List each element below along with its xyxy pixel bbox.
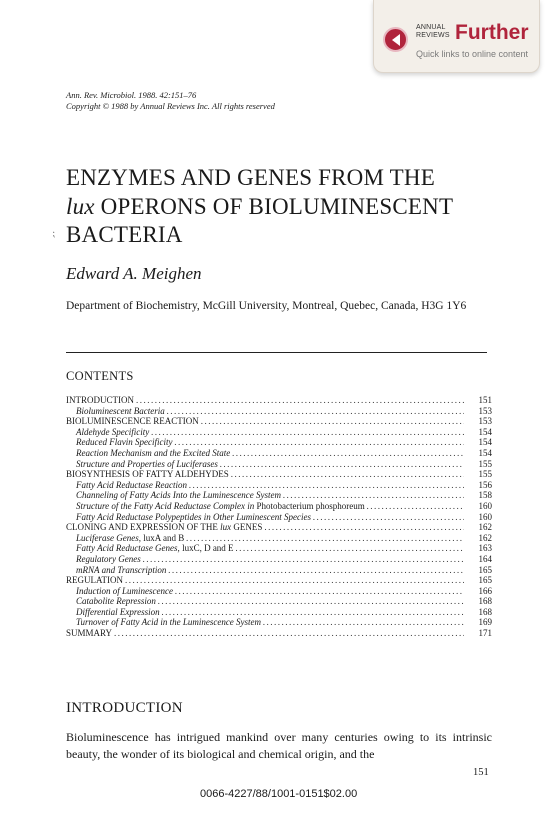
toc-label: Fatty Acid Reductase Polypeptides in Other Luminescent Species [76, 511, 312, 522]
toc-page-number: 163 [478, 543, 492, 554]
toc-subentry[interactable] [66, 586, 492, 597]
title-line-1: ENZYMES AND GENES FROM THE [66, 165, 435, 190]
toc-leader-dots [151, 427, 464, 438]
introduction-paragraph: Bioluminescence has intrigued mankind over many centuries owing to its intrinsic beauty, the wonder of its biological and chemical origin, and the [66, 730, 492, 761]
citation-line-2: Copyright © 1988 by Annual Reviews Inc. All rights reserved [66, 101, 275, 111]
toc-label: Induction of Luminescence [76, 585, 173, 596]
toc-label: Channeling of Fatty Acids Into the Luminescence System [76, 490, 282, 501]
citation-line-1: Ann. Rev. Microbiol. 1988. 42:151–76 [66, 90, 197, 100]
toc-entry[interactable] [66, 469, 492, 480]
title-line-2: OPERONS OF BIOLUMINESCENT [94, 193, 454, 219]
toc-label: Differential Expression [76, 606, 160, 617]
toc-page-number: 171 [478, 628, 492, 639]
toc-leader-dots [136, 395, 464, 406]
toc-leader-dots [263, 617, 464, 628]
introduction-heading: INTRODUCTION [66, 700, 183, 716]
toc-page-number: 166 [478, 585, 492, 596]
toc-leader-dots [220, 459, 464, 470]
toc-label: Luciferase Genes, luxA and B [76, 532, 185, 543]
toc-page-number: 165 [478, 564, 492, 575]
toc-page-number: 160 [478, 500, 492, 511]
toc-page-number: 154 [478, 426, 492, 437]
toc-page-number: 153 [478, 416, 492, 427]
further-tagline: Quick links to online content [416, 49, 529, 59]
brand-line-2: REVIEWS [416, 32, 450, 39]
toc-subentry[interactable] [66, 565, 492, 576]
brand-line-1: ANNUAL [416, 24, 446, 31]
toc-label: Regulatory Genes [76, 553, 141, 564]
toc-subentry[interactable] [66, 607, 492, 618]
toc-label: Fatty Acid Reductase Reaction [76, 479, 188, 490]
annual-reviews-logo-text [416, 24, 452, 40]
title-line-3: BACTERIA [66, 222, 183, 247]
toc-label: Structure and Properties of Luciferases [76, 458, 218, 469]
page-number: 151 [473, 767, 489, 778]
toc-page-number: 153 [478, 405, 492, 416]
toc-page-number: 158 [478, 490, 492, 501]
toc-leader-dots [367, 501, 464, 512]
toc-entry[interactable] [66, 575, 492, 586]
toc-label: Aldehyde Specificity [76, 426, 150, 437]
toc-leader-dots [114, 628, 464, 639]
toc-subentry[interactable] [66, 480, 492, 491]
toc-leader-dots [189, 480, 464, 491]
toc-subentry[interactable] [66, 543, 492, 554]
further-wordmark: Further [455, 21, 529, 44]
toc-page-number: 154 [478, 447, 492, 458]
toc-leader-dots [236, 543, 464, 554]
toc-leader-dots [174, 437, 464, 448]
toc-subentry[interactable] [66, 406, 492, 417]
toc-subentry[interactable] [66, 459, 492, 470]
toc-page-number: 165 [478, 575, 492, 586]
toc-leader-dots [125, 575, 464, 586]
toc-subentry[interactable] [66, 501, 492, 512]
toc-label: BIOSYNTHESIS OF FATTY ALDEHYDES [66, 469, 229, 480]
toc-leader-dots [143, 554, 464, 565]
toc-leader-dots [264, 522, 464, 533]
toc-page-number: 160 [478, 511, 492, 522]
toc-label: SUMMARY [66, 628, 113, 639]
table-of-contents [66, 395, 492, 639]
contents-heading: CONTENTS [66, 369, 134, 383]
toc-label: Turnover of Fatty Acid in the Luminescence System [76, 617, 262, 628]
toc-page-number: 155 [478, 458, 492, 469]
toc-label: Structure of the Fatty Acid Reductase Complex in Photobacterium phosphoreum [76, 500, 365, 511]
toc-subentry[interactable] [66, 533, 492, 544]
toc-subentry[interactable] [66, 554, 492, 565]
toc-leader-dots [283, 490, 464, 501]
toc-label: BIOLUMINESCENCE REACTION [66, 416, 199, 427]
toc-label: Fatty Acid Reductase Genes, luxC, D and E [76, 543, 234, 554]
toc-label: Reduced Flavin Specificity [76, 437, 173, 448]
margin-mark: ⁏ [52, 228, 56, 239]
toc-subentry[interactable] [66, 512, 492, 523]
toc-leader-dots [186, 533, 464, 544]
section-divider [66, 352, 487, 353]
toc-label: Reaction Mechanism and the Excited State [76, 447, 231, 458]
toc-page-number: 151 [478, 395, 492, 405]
toc-label: CLONING AND EXPRESSION OF THE lux GENES [66, 522, 263, 533]
toc-subentry[interactable] [66, 437, 492, 448]
toc-label: REGULATION [66, 575, 123, 586]
article-code: 0066-4227/88/1001-0151$02.00 [200, 788, 358, 800]
toc-label: mRNA and Transcription [76, 564, 167, 575]
toc-page-number: 162 [478, 532, 492, 543]
toc-entry[interactable] [66, 416, 492, 427]
journal-citation [66, 90, 275, 112]
toc-page-number: 162 [478, 522, 492, 533]
toc-subentry[interactable] [66, 427, 492, 438]
toc-leader-dots [313, 512, 464, 523]
annual-reviews-further-badge[interactable] [373, 0, 540, 73]
toc-entry[interactable] [66, 395, 492, 406]
toc-label: Bioluminescent Bacteria [76, 405, 165, 416]
title-lux-italic: lux [66, 193, 95, 219]
toc-leader-dots [232, 448, 464, 459]
toc-label: Catabolite Repression [76, 596, 156, 607]
toc-entry[interactable] [66, 522, 492, 533]
toc-leader-dots [231, 469, 464, 480]
toc-leader-dots [175, 586, 464, 597]
toc-subentry[interactable] [66, 617, 492, 628]
toc-leader-dots [168, 565, 464, 576]
toc-page-number: 168 [478, 596, 492, 607]
toc-subentry[interactable] [66, 448, 492, 459]
toc-subentry[interactable] [66, 490, 492, 501]
toc-page-number: 169 [478, 617, 492, 628]
play-icon [383, 27, 408, 52]
toc-page-number: 156 [478, 479, 492, 490]
toc-leader-dots [162, 607, 464, 618]
toc-subentry[interactable] [66, 596, 492, 607]
toc-leader-dots [167, 406, 464, 417]
toc-page-number: 168 [478, 606, 492, 617]
toc-page-number: 164 [478, 553, 492, 564]
article-title [66, 164, 526, 250]
toc-label: INTRODUCTION [66, 395, 134, 405]
author-name: Edward A. Meighen [66, 264, 202, 283]
toc-leader-dots [158, 596, 464, 607]
toc-page-number: 154 [478, 437, 492, 448]
author-affiliation: Department of Biochemistry, McGill University, Montreal, Quebec, Canada, H3G 1Y6 [66, 300, 467, 312]
toc-leader-dots [201, 416, 464, 427]
toc-entry[interactable] [66, 628, 492, 639]
toc-page-number: 155 [478, 469, 492, 480]
